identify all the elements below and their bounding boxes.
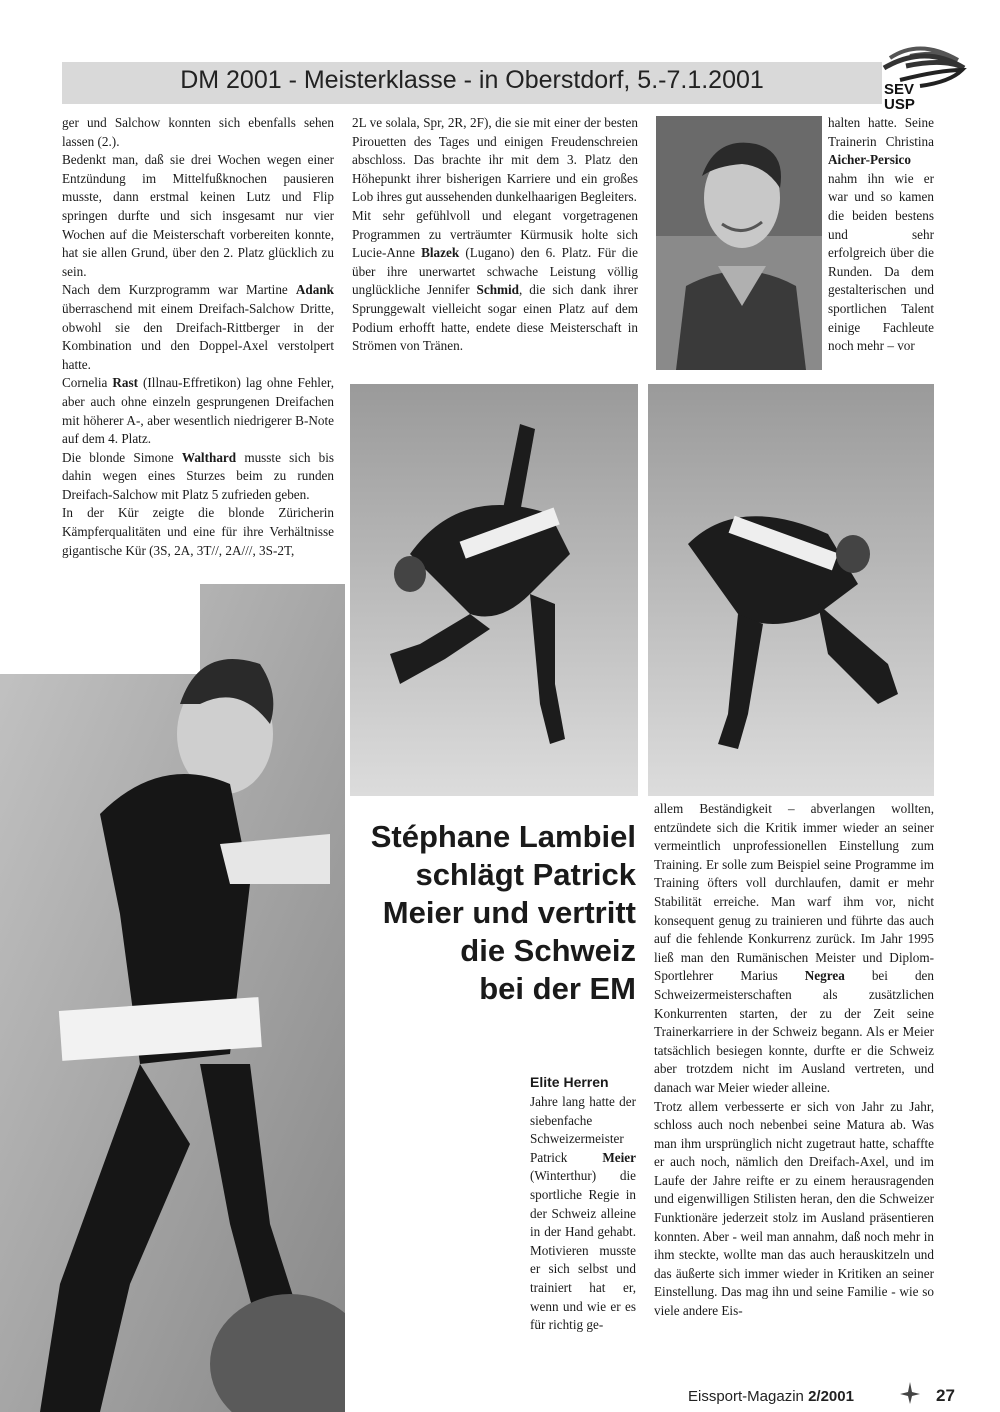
- text-segment: (Illnau-Effretikon) lag ohne Fehler, aber auch ohne einzeln gesprungenen Dreifachen mit höherer A-, aber wesentlich niedrigerer B-Note auf dem 4. Platz.: [62, 375, 334, 447]
- paragraph: [352, 207, 638, 356]
- text-segment: halten hatte. Seine Trainerin Christina: [828, 115, 934, 149]
- name-highlight: Meier: [602, 1149, 636, 1165]
- text-segment: nahm ihn wie er war und so kamen die beiden bestens und sehr erfolgreich über die Runden. Da dem gestalterischen und sportlichen Talent einige Fachleute noch mehr – vor: [828, 170, 934, 354]
- text-segment: Nach dem Kurzprogramm war Martine: [62, 282, 296, 298]
- paragraph: [62, 151, 334, 281]
- name-highlight: Walthard: [181, 449, 237, 465]
- text-segment: 2L ve solala, Spr, 2R, 2F), die sie mit einer der besten Pirouetten des Tages und einigen Freudenschreien abschloss. Das brachte ihr mit dem 3. Platz den Höhepunkt ihrer bisherigen Karriere und ein großes Lob ihres gut aussehenden dunkelhaarigen Begleiters.: [352, 115, 638, 205]
- article-column-2: [352, 114, 638, 356]
- paragraph: [62, 449, 334, 505]
- text-segment: (Winterthur) die sportliche Regie in der Schweiz alleine in der Hand gehabt. Motivieren musste er sich selbst und trainiert hat er, wenn und wie er es für richtig ge-: [530, 1168, 636, 1333]
- text-segment: bei den Schweizermeisterschaften als zusätzlichen Konkurrenten starten, der zu der Zeit seine Trainerkarriere in der Schweiz begann. Als er Meier tatsächlich besiegen konnte, durfte er die Schweiz aber trotzdem nicht im Ausland vertreten, und danach war Meier wieder alleine.: [654, 968, 935, 1095]
- footer-magazine: Eissport-Magazin: [688, 1388, 804, 1405]
- article-column-1: [62, 114, 334, 560]
- text-segment: musste sich bis dahin wegen eines Sturzes beim zu runden Dreifach-Salchow mit Platz 5 zufrieden geben.: [62, 449, 335, 502]
- headline-line: Meier und vertritt: [382, 895, 636, 930]
- footer-issue: 2/2001: [808, 1388, 854, 1405]
- photo-lambiel-spin-1: [350, 384, 638, 796]
- photo-stephane-lambiel: [0, 584, 345, 1412]
- text-segment: , die sich dank ihrer Sprunggewalt vielleicht sogar einen Platz auf dem Podium erhofft hatte, endete diese Meisterschaft in Strömen von Tränen.: [352, 282, 638, 354]
- text-segment: allem Beständigkeit – abverlangen wollten, entzündete sich die Kritik immer wieder an seiner vermeintlich unprofessionellen Einstellung zum Training. Er solle zum Beispiel seine Programme im Training öfters voll durchlaufen, damit er mehr Stabilität erreiche. Man warf ihm vor, nicht konsequent genug zu trainieren und führte das auch auf die fehlende Konkurrenz zurück. Im Jahr 1995 ließ man den Rumänischen Meister und Diplom-Sportlehrer Marius: [654, 801, 934, 984]
- paragraph: [828, 114, 934, 356]
- page-number: 27: [936, 1386, 955, 1405]
- text-segment: Bedenkt man, daß sie drei Wochen wegen einer Entzündung im Mittelfußknochen pausieren musste, dann erstmal keinen Lutz und Flip springen durfte und sich insgesamt nur vier Wochen auf die Meisterschaft vorbereiten konnte, hat sie allen Grund, über den 2. Platz glücklich zu sein.: [62, 152, 334, 279]
- text-segment: Trotz allem verbesserte er sich von Jahr zu Jahr, schloss auch noch nebenbei seine Matura ab. Was man ihm ursprünglich nicht zugetraut hatte, schaffte er auch noch, nämlich den Dreifach-Axel, und im Laufe der Jahre reifte er zu einem herausragenden und eigenwilligen Stilisten heran, den die Schweizer Funktionäre jederzeit stolz im Ausland präsentieren konnten. Aber - weil man annahm, daß noch mehr in ihm steckte, wollte man das auch herauskitzeln und das äußerte sich immer wieder in Kritiken an seiner Einstellung. Das mag ihn und seine Familie - wie so viele andere Eis-: [654, 1098, 934, 1319]
- headline-line: die Schweiz: [460, 933, 636, 968]
- name-highlight: Blazek: [421, 245, 460, 261]
- section-text: [530, 1093, 636, 1335]
- paragraph: [530, 1093, 636, 1335]
- photo-patrick-meier: [656, 116, 822, 370]
- paragraph: [62, 114, 334, 151]
- logo-sev: SEV: [884, 81, 915, 98]
- name-highlight: Adank: [295, 282, 334, 298]
- paragraph: [654, 800, 934, 1098]
- skater-logo-icon: [898, 1380, 922, 1406]
- name-highlight: Negrea: [804, 968, 845, 984]
- headline-line: schlägt Patrick: [415, 857, 636, 892]
- footer: [688, 1388, 854, 1405]
- sev-usp-logo: [870, 40, 970, 120]
- name-highlight: Rast: [112, 375, 139, 391]
- text-segment: Die blonde Simone: [62, 449, 182, 465]
- name-highlight: Aicher-Persico: [828, 152, 911, 168]
- article-column-3: [828, 114, 934, 356]
- photo-lambiel-spin-2: [648, 384, 934, 796]
- text-segment: (Lugano) den 6. Platz. Für die über ihre unerwartet schwache Leistung völlig unglückliche Jennifer: [352, 245, 638, 298]
- section-heading: Elite Herren: [530, 1074, 609, 1090]
- text-segment: Jahre lang hatte der siebenfache Schweizermeister Patrick: [530, 1094, 636, 1165]
- paragraph: [62, 281, 334, 374]
- text-segment: ger und Salchow konnten sich ebenfalls sehen lassen (2.).: [62, 115, 334, 149]
- paragraph: [654, 1098, 934, 1321]
- paragraph: [352, 114, 638, 207]
- headline-line: bei der EM: [479, 971, 636, 1006]
- article-column-right: [654, 800, 934, 1321]
- text-segment: überraschend mit einem Dreifach-Salchow Dritte, obwohl sie den Dreifach-Rittberger in der Kombination und den Doppel-Axel verstolpert hatte.: [62, 300, 334, 372]
- name-highlight: Schmid: [476, 282, 520, 298]
- article-headline: [350, 818, 636, 1008]
- paragraph: [62, 374, 334, 448]
- headline-line: Stéphane Lambiel: [370, 819, 636, 854]
- text-segment: Mit sehr gefühlvoll und elegant vorgetragenen Programmen zu verträumter Kürmusik holte sich Lucie-Anne: [352, 207, 638, 261]
- text-segment: Cornelia: [62, 375, 113, 391]
- text-segment: In der Kür zeigte die blonde Züricherin Kämpferqualitäten und eine für ihre Verhältnisse gigantische Kür (3S, 2A, 3T//, 2A///, 3S-2T,: [62, 505, 334, 558]
- logo-usp: USP: [884, 96, 915, 113]
- paragraph: [62, 504, 334, 560]
- page-header-title: DM 2001 - Meisterklasse - in Oberstdorf, 5.-7.1.2001: [180, 66, 764, 94]
